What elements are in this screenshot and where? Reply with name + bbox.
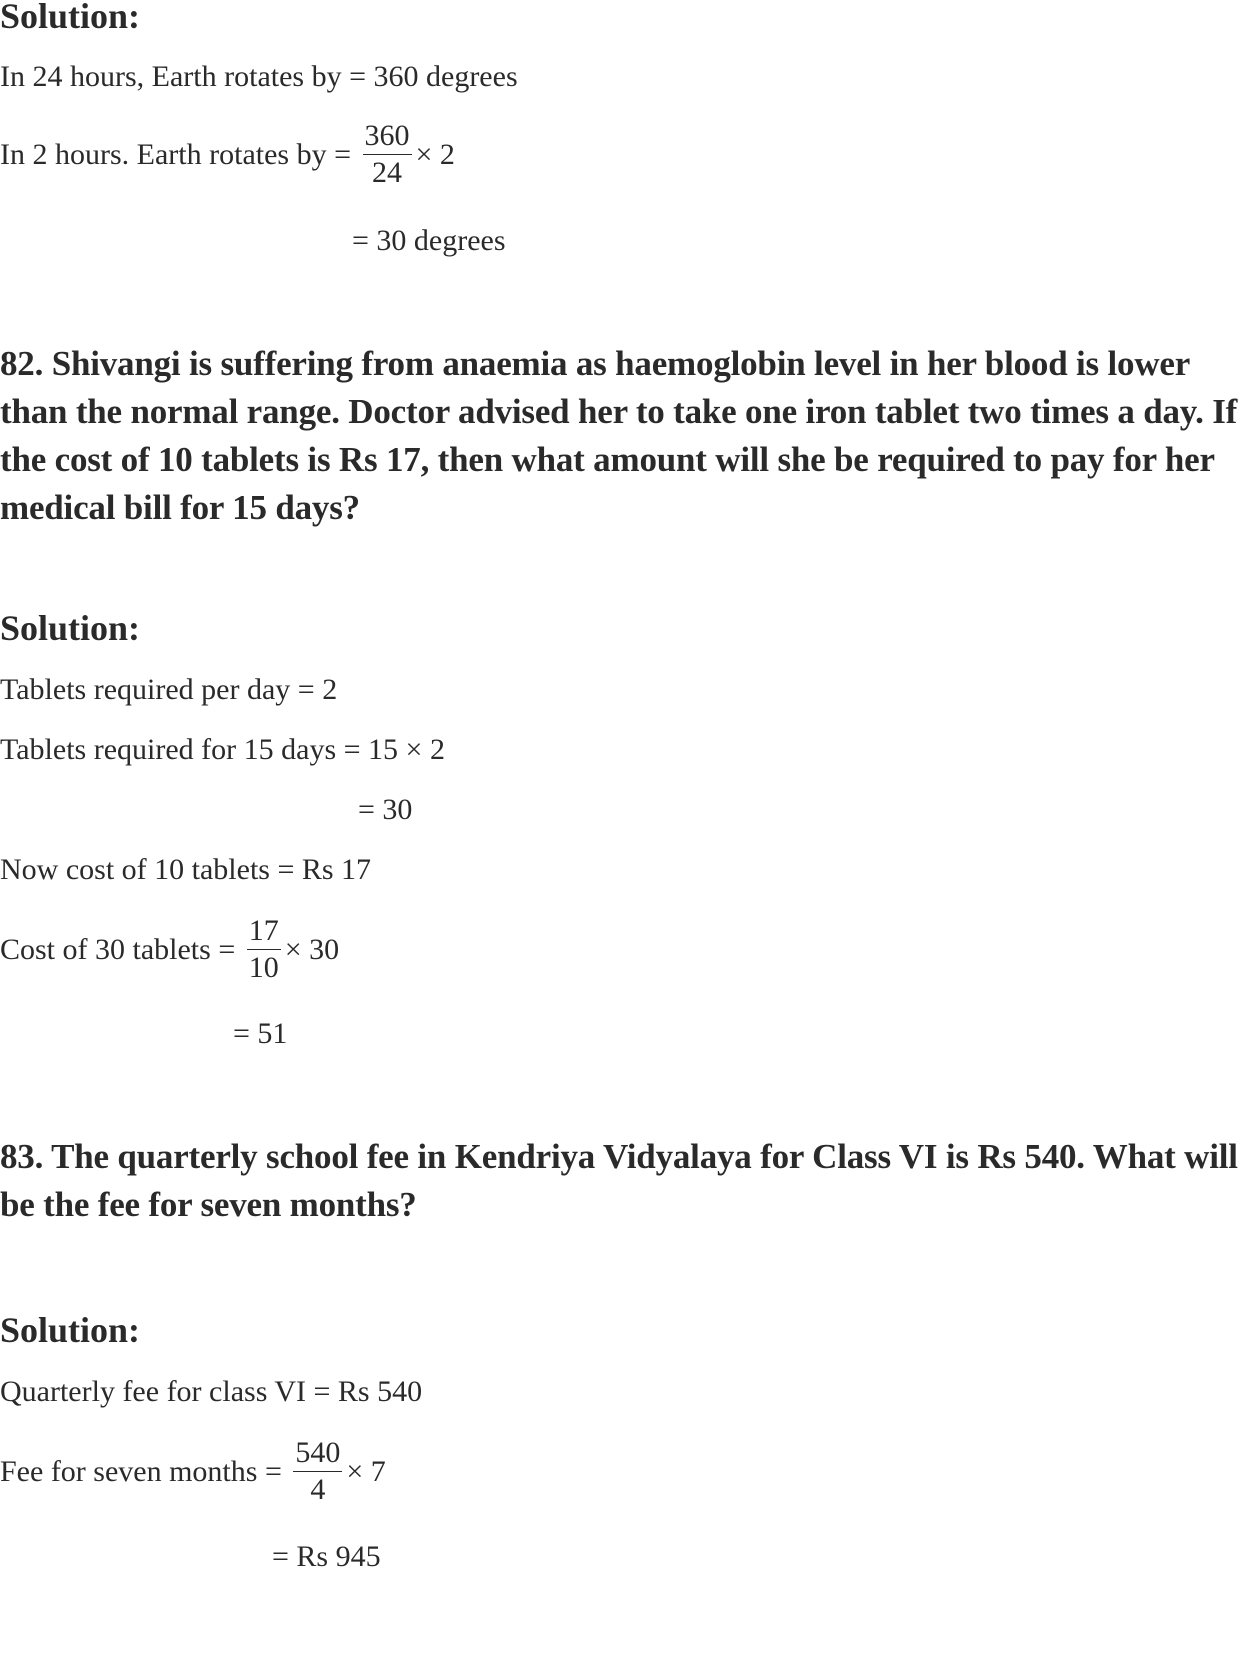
equation-prefix: Fee for seven months = <box>0 1454 290 1488</box>
fraction-numerator: 360 <box>363 120 412 155</box>
solution-result: = Rs 945 <box>272 1540 381 1573</box>
fraction-equation <box>0 120 455 189</box>
fraction <box>293 1437 342 1506</box>
equation-suffix: × 7 <box>346 1454 386 1488</box>
solution-line: Quarterly fee for class VI = Rs 540 <box>0 1375 423 1408</box>
fraction-denominator: 4 <box>310 1473 326 1506</box>
fraction-equation <box>0 1437 386 1506</box>
fraction <box>247 915 281 984</box>
fraction-denominator: 10 <box>248 951 279 984</box>
equation-prefix: In 2 hours. Earth rotates by = <box>0 137 359 171</box>
solution-line: Tablets required for 15 days = 15 × 2 <box>0 733 445 766</box>
fraction-numerator: 540 <box>293 1437 342 1472</box>
fraction-equation <box>0 915 339 984</box>
solution-line: In 24 hours, Earth rotates by = 360 degrees <box>0 60 518 93</box>
solution-result: = 30 degrees <box>352 224 506 257</box>
solution-heading: Solution: <box>0 0 141 36</box>
equation-suffix: × 30 <box>284 932 340 966</box>
fraction <box>363 120 412 189</box>
fraction-denominator: 24 <box>372 156 403 189</box>
solution-heading: Solution: <box>0 608 141 648</box>
equation-suffix: × 2 <box>415 137 455 171</box>
solution-line: Tablets required per day = 2 <box>0 673 338 706</box>
solution-result: = 51 <box>233 1017 288 1050</box>
solution-heading: Solution: <box>0 1310 141 1350</box>
fraction-numerator: 17 <box>247 915 281 950</box>
solution-line: = 30 <box>358 793 413 826</box>
question-82: 82. Shivangi is suffering from anaemia as haemoglobin level in her blood is lower than the normal range. Doctor advised her to take one iron tablet two times a day. If the cost of 10 tablets is Rs 17, then what amount will she be required to pay for her medical bill for 15 days? <box>0 344 1238 527</box>
question-83: 83. The quarterly school fee in Kendriya Vidyalaya for Class VI is Rs 540. What will be the fee for seven months? <box>0 1137 1238 1224</box>
equation-prefix: Cost of 30 tablets = <box>0 932 243 966</box>
solution-line: Now cost of 10 tablets = Rs 17 <box>0 853 372 886</box>
